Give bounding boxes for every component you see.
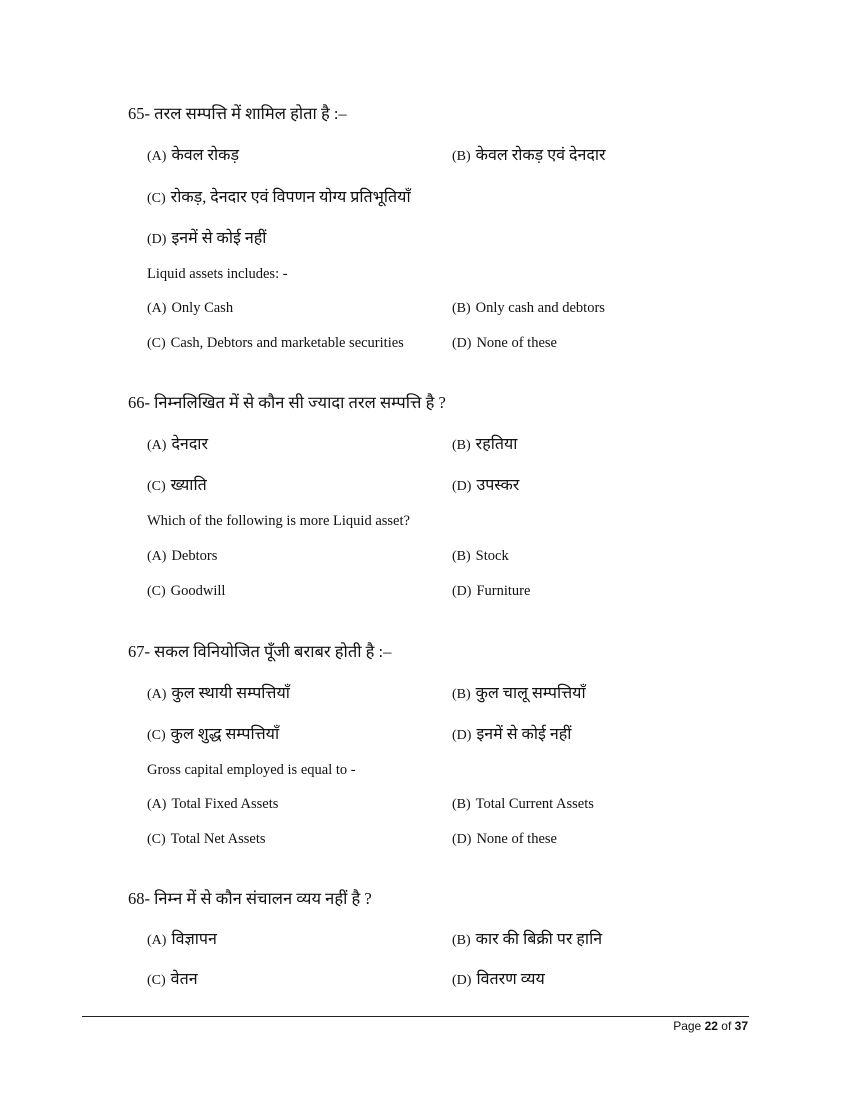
footer-divider [82, 1016, 749, 1017]
option-text: इनमें से कोई नहीं [171, 230, 267, 247]
option-c-english [147, 583, 225, 600]
option-label: (D) [147, 232, 167, 247]
question-65-hindi: 65- तरल सम्पत्ति में शामिल होता है :– [128, 104, 347, 123]
option-a-hindi [147, 143, 239, 165]
option-a-hindi [147, 927, 217, 949]
option-text: विज्ञापन [171, 931, 217, 948]
option-label: (B) [452, 438, 471, 453]
option-a-hindi [147, 432, 208, 454]
option-text: उपस्कर [476, 477, 520, 494]
option-d-english [452, 583, 530, 600]
option-text: कार की बिक्री पर हानि [475, 931, 603, 948]
option-label: (D) [452, 479, 472, 494]
option-label: (B) [452, 149, 471, 164]
question-66-hindi: 66- निम्नलिखित में से कौन सी ज्यादा तरल सम्पत्ति है ? [128, 393, 446, 412]
option-label: (B) [452, 301, 471, 316]
option-b-hindi [452, 432, 517, 454]
option-text: Cash, Debtors and marketable securities [170, 335, 404, 351]
option-text: कुल स्थायी सम्पत्तियाँ [171, 685, 290, 702]
option-c-hindi [147, 967, 198, 989]
option-c-hindi [147, 185, 411, 207]
option-c-hindi [147, 722, 279, 744]
question-67-hindi: 67- सकल विनियोजित पूँजी बराबर होती है :– [128, 642, 392, 661]
option-c-english [147, 831, 266, 848]
option-label: (D) [452, 832, 472, 847]
option-text: ख्याति [170, 477, 207, 494]
option-label: (A) [147, 687, 167, 702]
option-text: रोकड़, देनदार एवं विपणन योग्य प्रतिभूतियाँ [170, 189, 411, 206]
option-text: Total Current Assets [475, 796, 594, 812]
option-b-english [452, 548, 509, 565]
option-label: (A) [147, 149, 167, 164]
option-label: (B) [452, 933, 471, 948]
option-label: (C) [147, 336, 166, 351]
option-text: वेतन [170, 971, 198, 988]
option-label: (A) [147, 797, 167, 812]
option-text: Total Fixed Assets [171, 796, 279, 812]
question-65-english: Liquid assets includes: - [147, 266, 288, 282]
option-label: (D) [452, 728, 472, 743]
of-word: of [721, 1019, 732, 1033]
option-d-hindi [452, 722, 571, 744]
page-word: Page [673, 1019, 702, 1033]
option-label: (D) [452, 336, 472, 351]
option-a-english [147, 796, 278, 813]
option-d-english [452, 831, 557, 848]
option-text: वितरण व्यय [476, 971, 545, 988]
option-label: (A) [147, 438, 167, 453]
option-label: (D) [452, 973, 472, 988]
option-a-english [147, 548, 217, 565]
option-text: Furniture [476, 583, 531, 599]
option-text: Debtors [171, 548, 218, 564]
option-text: Goodwill [170, 583, 226, 599]
option-text: केवल रोकड़ एवं देनदार [475, 147, 606, 164]
option-label: (C) [147, 584, 166, 599]
option-a-english [147, 300, 233, 317]
option-b-hindi [452, 143, 606, 165]
option-label: (C) [147, 728, 166, 743]
option-text: None of these [476, 831, 557, 847]
option-label: (C) [147, 191, 166, 206]
option-text: इनमें से कोई नहीं [476, 726, 572, 743]
total-pages: 37 [734, 1019, 748, 1033]
option-label: (B) [452, 687, 471, 702]
option-text: None of these [476, 335, 557, 351]
option-label: (A) [147, 549, 167, 564]
option-label: (B) [452, 549, 471, 564]
option-text: कुल शुद्ध सम्पत्तियाँ [170, 726, 280, 743]
option-text: केवल रोकड़ [171, 147, 240, 164]
option-d-hindi [452, 473, 519, 495]
option-d-hindi [452, 967, 545, 989]
question-66-english: Which of the following is more Liquid asset? [147, 513, 410, 529]
option-b-english [452, 796, 594, 813]
option-a-hindi [147, 681, 290, 703]
option-c-hindi [147, 473, 207, 495]
option-b-hindi [452, 681, 586, 703]
option-label: (D) [452, 584, 472, 599]
option-b-english [452, 300, 605, 317]
option-label: (A) [147, 301, 167, 316]
question-68-hindi: 68- निम्न में से कौन संचालन व्यय नहीं है ? [128, 889, 372, 908]
option-label: (C) [147, 479, 166, 494]
question-67-english: Gross capital employed is equal to - [147, 762, 356, 778]
page-number [636, 1019, 748, 1033]
option-label: (A) [147, 933, 167, 948]
option-c-english [147, 335, 404, 352]
option-label: (B) [452, 797, 471, 812]
current-page: 22 [704, 1019, 718, 1033]
option-text: रहतिया [475, 436, 518, 453]
option-text: Total Net Assets [170, 831, 266, 847]
option-text: कुल चालू सम्पत्तियाँ [475, 685, 586, 702]
option-label: (C) [147, 832, 166, 847]
option-b-hindi [452, 927, 602, 949]
option-text: Stock [475, 548, 509, 564]
option-label: (C) [147, 973, 166, 988]
option-text: देनदार [171, 436, 208, 453]
option-d-english [452, 335, 557, 352]
option-text: Only cash and debtors [475, 300, 605, 316]
option-text: Only Cash [171, 300, 234, 316]
option-d-hindi [147, 226, 266, 248]
